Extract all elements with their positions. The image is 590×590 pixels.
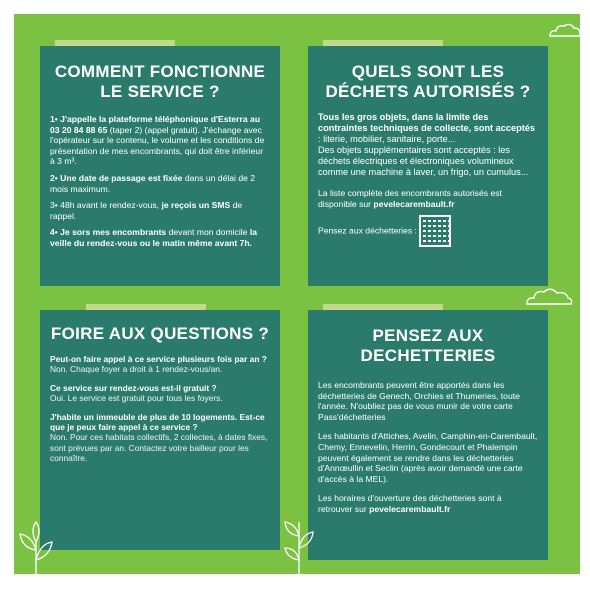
cloud-icon: [524, 286, 574, 306]
step-text: la veille du rendez-vous ou le matin même avant 7h.: [50, 227, 257, 248]
step-text: devant mon domicile: [166, 227, 250, 238]
step-text: de rappel.: [50, 200, 243, 221]
qr-caption: Pensez aux déchetteries :: [318, 225, 417, 236]
faq-panel: [40, 310, 280, 550]
title-line: LE SERVICE ?: [100, 82, 220, 101]
how-it-works-panel: [40, 46, 280, 286]
step-text: 3• 48h avant le rendez-vous,: [50, 200, 162, 211]
title-line: COMMENT FONCTIONNE: [54, 62, 266, 81]
website-link[interactable]: pevelecarembault.fr: [373, 198, 455, 209]
faq-item: [50, 354, 270, 375]
step-2: [50, 173, 270, 194]
list-text: La liste complète des encombrants autorisés est disponible sur: [318, 188, 502, 209]
step-3: [50, 200, 270, 221]
title-line: DÉCHETS AUTORISÉS ?: [325, 82, 531, 101]
website-link[interactable]: pevelecarembault.fr: [369, 503, 451, 514]
step-text: 1• J'appelle la plateforme téléphonique d'Esterra au 03 20 84 88 65: [50, 114, 261, 135]
title-line: DECHETTERIES: [360, 346, 496, 365]
centers-paragraph: Les habitants d'Attiches, Avelin, Camphin-en-Carembault, Chemy, Ennevelin, Herrin, Gondecourt et Phalempin peuvent également se rendre dans les déchetteries d'Annœullin et Seclin (après avoir demandé une carte d'accès à la MEL).: [318, 431, 538, 484]
faq-item: [50, 383, 270, 404]
panel-title: [50, 62, 270, 102]
faq-question: Peut-on faire appel à ce service plusieurs fois par an ?: [50, 354, 267, 364]
faq-answer: Oui. Le service est gratuit pour tous les foyers.: [50, 393, 223, 404]
step-text: (taper 2) (appel gratuit). J'échange avec l'opérateur sur le contenu, le volume et les conditions de présentation de mes encombrants, qui doit être inférieur à 3 m³.: [50, 124, 265, 167]
faq-question: J'habite un immeuble de plus de 10 logements. Est-ce que je peux faire appel à ce service ?: [50, 411, 265, 433]
step-text: 4• Je sors mes encombrants: [50, 227, 167, 238]
waste-text: Tous les gros objets, dans la limite des contraintes techniques de collecte, sont acceptés: [318, 112, 535, 133]
authorized-waste-panel: [308, 46, 548, 286]
faq-item: [50, 412, 270, 464]
plant-icon: [282, 512, 316, 574]
panel-title: [318, 326, 538, 366]
qr-code-icon[interactable]: [419, 215, 451, 247]
hours-text: Les horaires d'ouverture des déchetteries sont à retrouver sur: [318, 493, 502, 514]
hours-paragraph: [318, 493, 538, 514]
step-1: [50, 114, 270, 167]
step-text: 2• Une date de passage est fixée: [50, 172, 183, 183]
panel-title: [318, 62, 538, 102]
step-text: dans un délai de 2 mois maximum.: [50, 172, 256, 194]
faq-answer: Non. Pour ces habitats collectifs, 2 collectes, à dates fixes, sont prévues par an. Contactez votre bailleur pour les connaître.: [50, 432, 268, 464]
recycling-centers-panel: [308, 310, 548, 560]
step-text: je reçois un SMS: [161, 200, 231, 211]
waste-paragraph: Des objets supplémentaires sont acceptés : les déchets électriques et électroniques volumineux comme une machine à laver, un frigo, un cumulus...: [318, 145, 529, 177]
faq-answer: Non. Chaque foyer a droit à 1 rendez-vous/an.: [50, 364, 223, 375]
cloud-icon: [548, 22, 582, 38]
panel-title: FOIRE AUX QUESTIONS ?: [50, 324, 270, 343]
faq-question: Ce service sur rendez-vous est-il gratuit ?: [50, 382, 217, 393]
title-line: PENSEZ AUX: [372, 326, 484, 345]
qr-row: [318, 215, 538, 247]
title-line: QUELS SONT LES: [351, 62, 505, 81]
plant-icon: [16, 520, 56, 574]
step-4: [50, 227, 270, 248]
list-paragraph: [318, 188, 538, 209]
waste-paragraph: [318, 112, 538, 145]
centers-paragraph: Les encombrants peuvent être apportés dans les déchetteries de Genech, Orchies et Thumeries, toute l'année. N'oubliez pas de vous munir de votre carte Pass'déchetteries: [318, 380, 520, 422]
waste-text: : literie, mobilier, sanitaire, porte...: [318, 134, 456, 144]
